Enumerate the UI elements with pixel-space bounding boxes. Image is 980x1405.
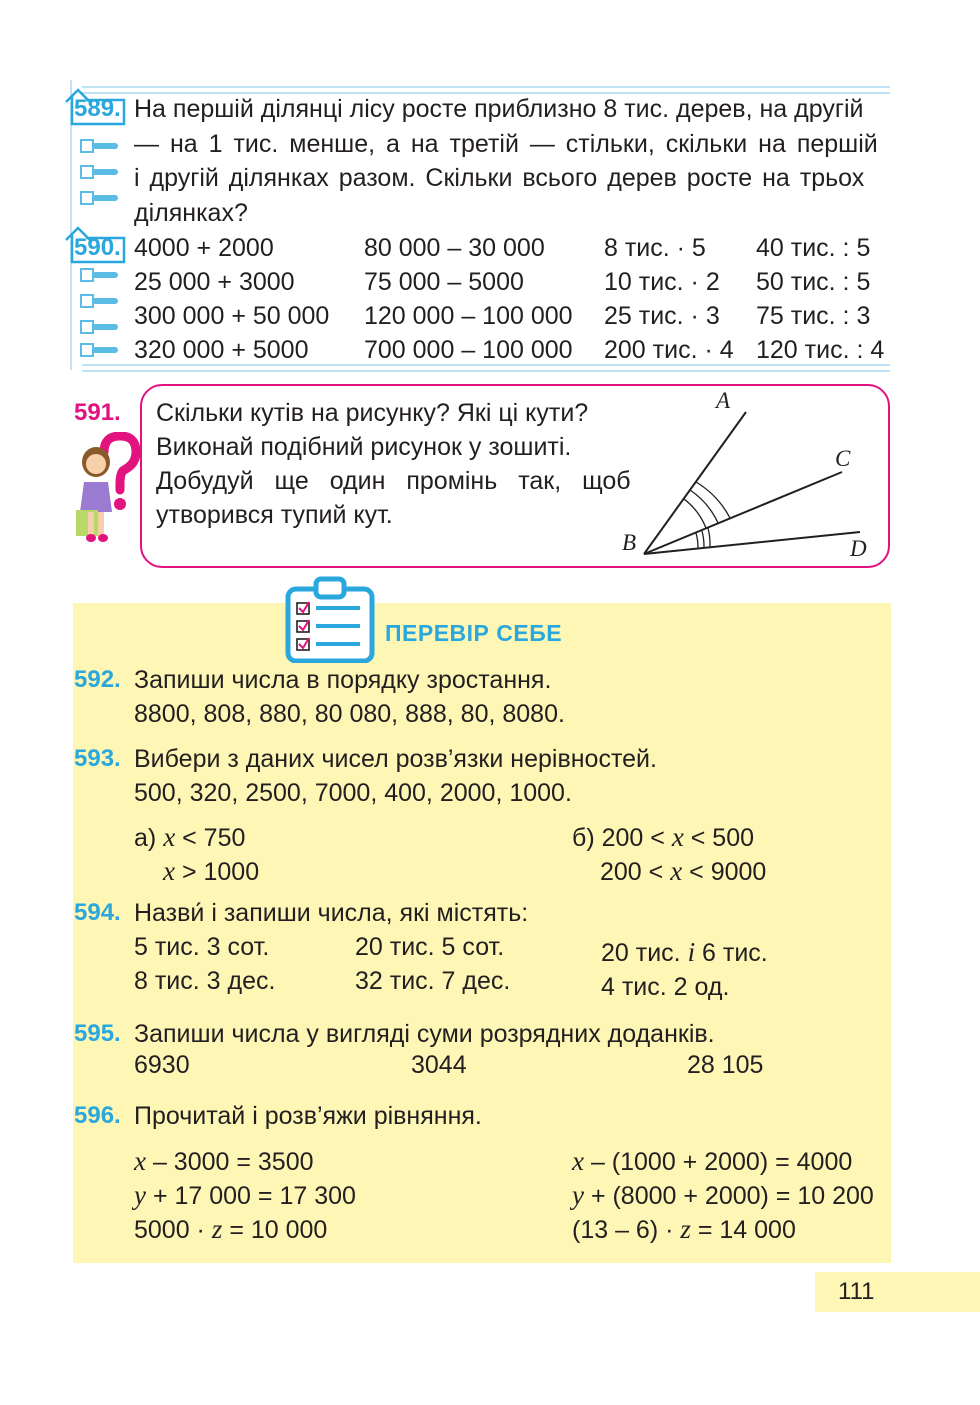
variable: y (134, 1180, 146, 1210)
equation-rest: = 10 000 (229, 1216, 328, 1244)
angle-arc (684, 499, 706, 528)
expression: 300 000 + 50 000 (134, 302, 330, 330)
equation (572, 1212, 796, 1247)
task-593-number: 593. (74, 745, 121, 772)
task-594-item: 8 тис. 3 дес. (134, 967, 276, 995)
task-591-line: утворився тупий кут. (156, 501, 393, 529)
equation-rest: – (1000 + 2000) = 4000 (590, 1148, 853, 1176)
notebook-ring-icon (80, 268, 120, 282)
equation (134, 1212, 327, 1247)
inequality-a1 (134, 820, 245, 855)
page-number: 111 (838, 1278, 875, 1305)
clipboard-checklist-icon (284, 575, 376, 663)
task-589-number: 589. (74, 95, 121, 122)
point-label-a: A (716, 388, 731, 413)
task-594-item: 20 тис. 5 сот. (355, 933, 505, 961)
equation (572, 1144, 852, 1179)
expression: 120 тис. : 4 (756, 336, 885, 364)
inequality-b2 (600, 854, 766, 889)
equation-rest: + 17 000 = 17 300 (152, 1182, 356, 1210)
notebook-ring-icon (80, 139, 120, 153)
item-part: 20 тис. (601, 939, 681, 967)
task-589-line: ділянках? (134, 199, 248, 227)
inequality-rest: < 9000 (689, 858, 767, 886)
variable: x (670, 856, 683, 886)
expression: 25 тис. · 3 (604, 302, 720, 330)
item-part: 6 тис. (702, 939, 768, 967)
task-591-line: Виконай подібний рисунок у зошиті. (156, 433, 572, 461)
expression: 40 тис. : 5 (756, 234, 871, 262)
ray-bd (644, 532, 860, 554)
expression: 80 000 – 30 000 (364, 234, 545, 262)
task-593-text: Вибери з даних чисел розв’язки нерівностей. (134, 745, 657, 773)
task-594-item: 4 тис. 2 од. (601, 973, 730, 1001)
task-590-number: 590. (74, 234, 121, 261)
task-594-item: 32 тис. 7 дес. (355, 967, 511, 995)
angle-arc (696, 533, 698, 548)
task-591-number: 591. (74, 399, 121, 426)
part-label: б) (572, 824, 595, 852)
inequality-b1 (572, 820, 754, 855)
notebook-ring-icon (80, 343, 120, 357)
equation-rest: = 14 000 (697, 1216, 796, 1244)
notebook-ring-icon (80, 165, 120, 179)
equation (134, 1178, 356, 1213)
variable: x (671, 822, 684, 852)
point-label-d: D (850, 536, 867, 561)
expression: 25 000 + 3000 (134, 268, 295, 296)
angle-arc (702, 531, 704, 548)
variable: z (211, 1214, 223, 1244)
equation-start: (13 – 6) · (572, 1216, 674, 1244)
task-595-number-value: 3044 (411, 1051, 467, 1079)
expression: 75 000 – 5000 (364, 268, 524, 296)
notebook-rule (82, 86, 890, 88)
variable: x (134, 1146, 146, 1176)
inequality-rest: > 1000 (181, 858, 260, 886)
expression: 120 000 – 100 000 (364, 302, 573, 330)
task-595-number-value: 28 105 (687, 1051, 764, 1079)
task-591-line: Добудуй ще один промінь так, щоб (156, 467, 631, 495)
task-595-text: Запиши числа у вигляді суми розрядних доданків. (134, 1020, 715, 1048)
equation-rest: – 3000 = 3500 (152, 1148, 314, 1176)
task-592-numbers: 8800, 808, 880, 80 080, 888, 80, 8080. (134, 700, 565, 728)
task-595-number-value: 6930 (134, 1051, 190, 1079)
notebook-ring-icon (80, 191, 120, 205)
task-589-line: — на 1 тис. менше, а на третій — стільки, скільки на першій (134, 130, 878, 158)
conjunction: і (687, 937, 696, 967)
point-label-c: C (835, 446, 851, 471)
variable: x (163, 856, 175, 886)
expression: 8 тис. · 5 (604, 234, 706, 262)
expression: 700 000 – 100 000 (364, 336, 573, 364)
notebook-ring-icon (80, 294, 120, 308)
inequality-a2 (163, 854, 259, 889)
girl-question-mark-icon (74, 432, 140, 544)
part-label: а) (134, 824, 157, 852)
notebook-rule (82, 370, 890, 372)
task-594-item (601, 935, 768, 970)
task-592-number: 592. (74, 666, 121, 693)
task-596-number: 596. (74, 1102, 121, 1129)
variable: y (572, 1180, 584, 1210)
inequality-rest: < 750 (182, 824, 246, 852)
angles-figure (610, 386, 880, 566)
variable: x (163, 822, 176, 852)
expression: 50 тис. : 5 (756, 268, 871, 296)
task-593-numbers: 500, 320, 2500, 7000, 400, 2000, 1000. (134, 779, 572, 807)
expression: 4000 + 2000 (134, 234, 274, 262)
notebook-ring-icon (80, 320, 120, 334)
expression: 75 тис. : 3 (756, 302, 871, 330)
variable: z (680, 1214, 691, 1244)
task-594-item: 5 тис. 3 сот. (134, 933, 270, 961)
variable: x (572, 1146, 584, 1176)
angle-arc (708, 528, 710, 547)
equation-start: 5000 · (134, 1216, 205, 1244)
task-589-line: і другій ділянках разом. Скільки всього дерев росте на трьох (134, 164, 865, 192)
point-label-b: B (622, 530, 637, 555)
task-591-line: Скільки кутів на рисунку? Які ці кути? (156, 399, 589, 427)
task-594-number: 594. (74, 899, 121, 926)
expression: 10 тис. · 2 (604, 268, 720, 296)
expression: 200 тис. · 4 (604, 336, 734, 364)
equation (572, 1178, 874, 1213)
check-yourself-title: ПЕРЕВІР СЕБЕ (385, 620, 563, 646)
task-594-text: Назви́ і запиши числа, які містять: (134, 899, 529, 927)
task-596-text: Прочитай і розв’яжи рівняння. (134, 1102, 482, 1130)
expression: 320 000 + 5000 (134, 336, 309, 364)
inequality-start: 200 < (600, 858, 664, 886)
task-592-text: Запиши числа в порядку зростання. (134, 666, 552, 694)
inequality-rest: < 500 (690, 824, 755, 852)
task-595-number: 595. (74, 1020, 121, 1047)
equation (134, 1144, 314, 1179)
inequality-start: 200 < (601, 824, 665, 852)
equation-rest: + (8000 + 2000) = 10 200 (590, 1182, 874, 1210)
task-589-line: На першій ділянці лісу росте приблизно 8 тис. дерев, на другій (134, 95, 864, 123)
